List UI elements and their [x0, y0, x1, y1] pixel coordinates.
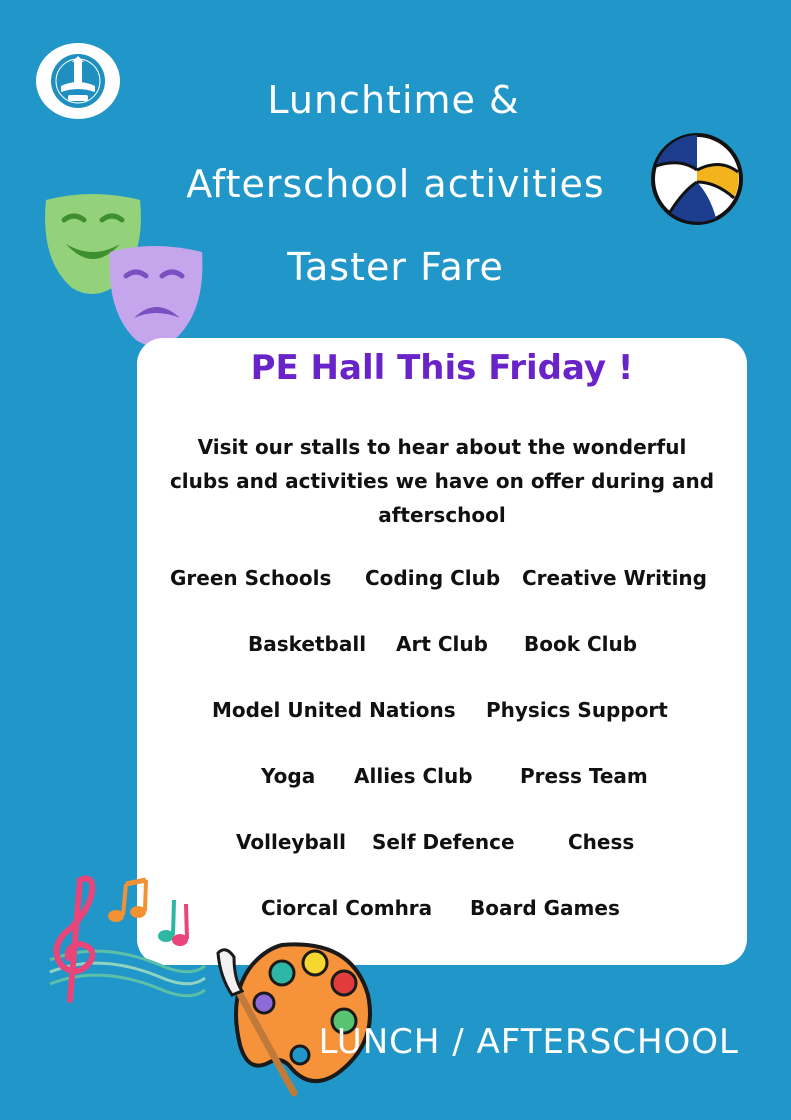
activity-item: Book Club [524, 632, 638, 656]
activity-item: Physics Support [486, 698, 668, 722]
activity-item: Basketball [248, 632, 367, 656]
activity-item: Board Games [470, 896, 620, 920]
paint-palette-icon [212, 935, 377, 1104]
activity-item: Volleyball [236, 830, 346, 854]
activity-item: Self Defence [372, 830, 515, 854]
activity-item: Chess [568, 830, 635, 854]
activity-row-2 [0, 632, 791, 662]
activity-row-4 [0, 764, 791, 794]
music-notes-icon [40, 870, 210, 1014]
activity-item: Press Team [520, 764, 648, 788]
activity-item: Creative Writing [522, 566, 707, 590]
volleyball-icon [650, 132, 744, 230]
activity-item: Green Schools [170, 566, 332, 590]
title-line-2: Afterschool activities [186, 162, 605, 206]
activity-item: Model United Nations [212, 698, 456, 722]
theatre-masks-icon [42, 190, 207, 359]
activity-item: Art Club [396, 632, 488, 656]
card-heading: PE Hall This Friday ! [250, 348, 634, 388]
title-line-1: Lunchtime & [267, 78, 520, 122]
activity-row-1 [0, 566, 791, 596]
activity-item: Ciorcal Comhra [261, 896, 433, 920]
intro-text: Visit our stalls to hear about the wonderful clubs and activities we have on offer during and afterschool [169, 435, 715, 527]
footer-text: LUNCH / AFTERSCHOOL [318, 1022, 739, 1062]
title-line-3: Taster Fare [287, 245, 504, 289]
activity-item: Yoga [261, 764, 316, 788]
activity-row-3 [0, 698, 791, 728]
activity-row-5 [0, 830, 791, 860]
activity-item: Coding Club [365, 566, 501, 590]
activity-item: Allies Club [354, 764, 473, 788]
